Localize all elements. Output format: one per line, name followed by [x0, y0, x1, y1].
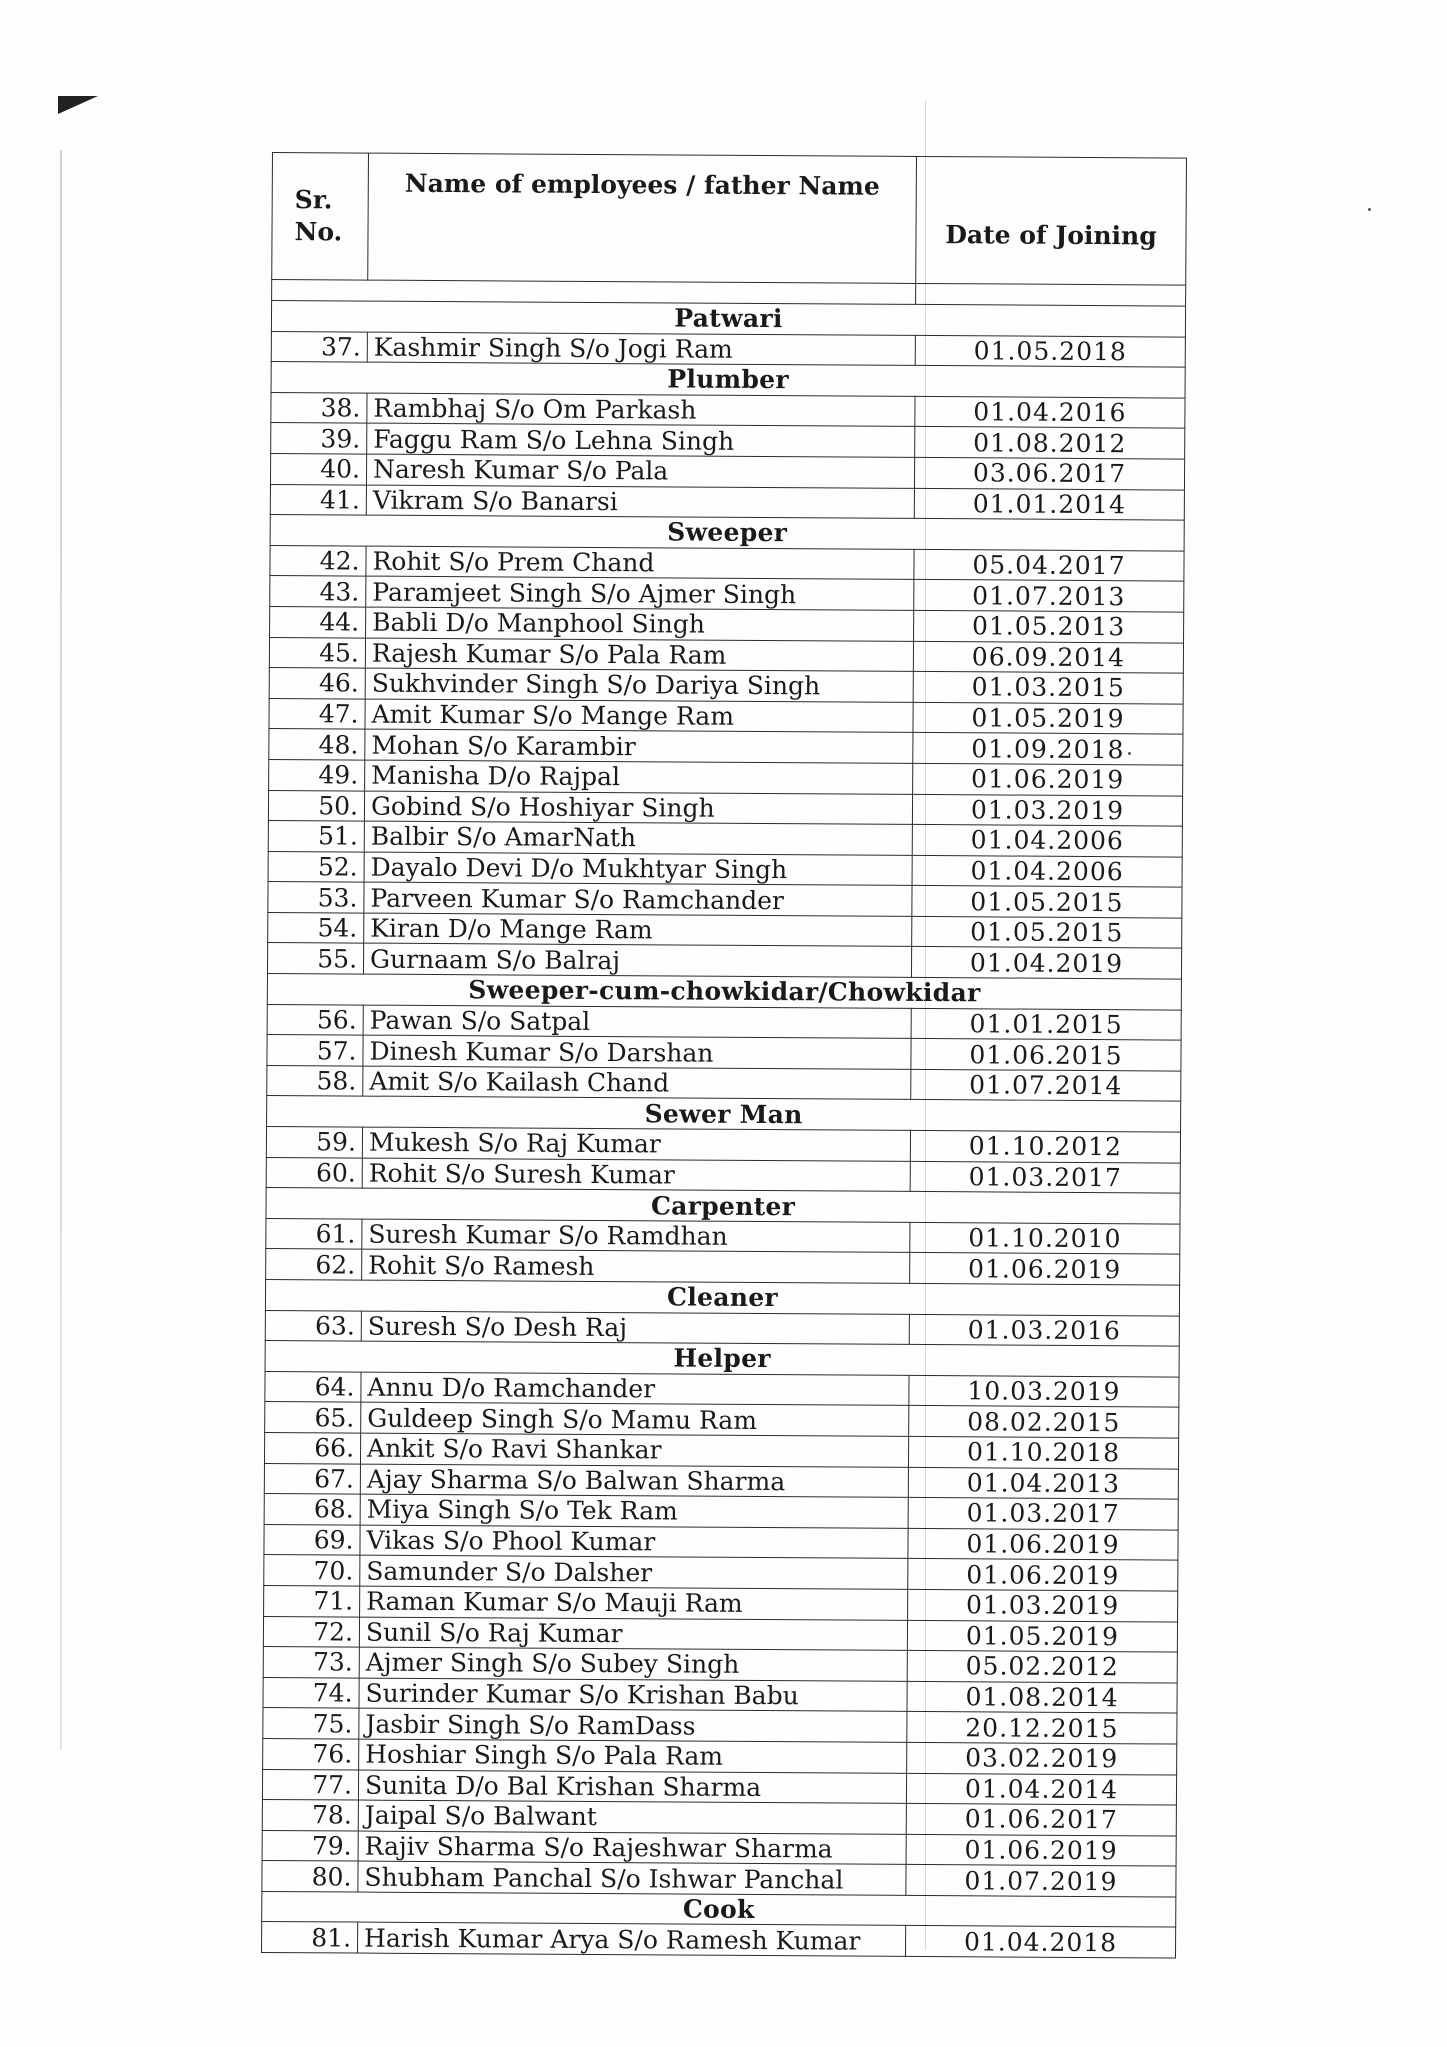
sr-number-cell: 60. — [266, 1157, 362, 1188]
employee-name-cell: Gobind S/o Hoshiyar Singh — [364, 791, 912, 825]
date-of-joining-cell: 01.04.2018 — [905, 1926, 1175, 1958]
date-of-joining-cell: 01.03.2015 — [913, 672, 1183, 704]
sr-number-cell: 47. — [269, 698, 365, 729]
header-row — [272, 153, 1187, 286]
employee-name-cell: Raman Kumar S/o Mauji Ram — [360, 1586, 908, 1620]
employee-name-cell: Mukesh S/o Raj Kumar — [362, 1127, 910, 1161]
sr-number-cell: 63. — [265, 1310, 361, 1341]
employee-name-cell: Rohit S/o Ramesh — [362, 1249, 910, 1283]
scan-speck — [1368, 208, 1371, 211]
sr-number-cell: 81. — [262, 1922, 358, 1953]
employee-name-cell: Kiran D/o Mange Ram — [364, 913, 912, 947]
sr-number-cell: 39. — [271, 423, 367, 454]
sr-number-cell: 46. — [269, 668, 365, 699]
date-of-joining-cell: 01.05.2015 — [912, 886, 1182, 918]
date-of-joining-cell: 01.07.2019 — [906, 1865, 1176, 1897]
date-of-joining-cell: 08.02.2015 — [909, 1406, 1179, 1438]
header-sr-no — [272, 153, 369, 281]
sr-number-cell: 73. — [263, 1647, 359, 1678]
date-of-joining-cell: 05.04.2017 — [914, 549, 1184, 581]
employee-name-cell: Ankit S/o Ravi Shankar — [360, 1433, 908, 1467]
sr-number-cell: 65. — [265, 1402, 361, 1433]
sr-number-cell: 49. — [269, 759, 365, 790]
sr-number-cell: 53. — [268, 882, 364, 913]
date-of-joining-cell: 01.10.2012 — [910, 1130, 1180, 1162]
date-of-joining-cell: 01.05.2013 — [914, 610, 1184, 642]
section-title: Carpenter — [266, 1188, 1180, 1224]
sr-number-cell: 78. — [262, 1800, 358, 1831]
employee-name-cell: Surinder Kumar S/o Krishan Babu — [359, 1678, 907, 1712]
sr-number-cell: 71. — [264, 1585, 360, 1616]
date-of-joining-cell: 01.07.2013 — [914, 580, 1184, 612]
sr-number-cell: 76. — [263, 1738, 359, 1769]
sr-number-cell: 74. — [263, 1677, 359, 1708]
sr-number-cell: 64. — [265, 1371, 361, 1402]
sr-number-cell: 50. — [268, 790, 364, 821]
sr-number-cell: 56. — [267, 1004, 363, 1035]
sr-number-cell: 62. — [266, 1249, 362, 1280]
date-of-joining-cell: 01.04.2006 — [912, 825, 1182, 857]
employee-name-cell: Annu D/o Ramchander — [361, 1372, 909, 1406]
sr-number-cell: 79. — [262, 1830, 358, 1861]
date-of-joining-cell: 01.03.2017 — [910, 1161, 1180, 1193]
section-title: Patwari — [271, 301, 1185, 337]
employee-name-cell: Amit S/o Kailash Chand — [363, 1066, 911, 1100]
section-title: Sweeper — [270, 515, 1184, 551]
date-of-joining-cell: 05.02.2012 — [907, 1651, 1177, 1683]
date-of-joining-cell: 01.06.2019 — [908, 1528, 1178, 1560]
table-body — [262, 301, 1186, 1959]
employee-name-cell: Rohit S/o Suresh Kumar — [362, 1158, 910, 1192]
date-of-joining-cell: 01.09.2018 — [913, 733, 1183, 765]
sr-number-cell: 67. — [264, 1463, 360, 1494]
sr-number-cell: 51. — [268, 821, 364, 852]
section-title: Cleaner — [265, 1279, 1179, 1315]
sr-number-cell: 66. — [264, 1432, 360, 1463]
sr-number-cell: 41. — [270, 484, 366, 515]
employee-name-cell: Manisha D/o Rajpal — [365, 760, 913, 794]
sr-number-cell: 59. — [266, 1127, 362, 1158]
employee-roster-table — [261, 152, 1187, 1959]
date-of-joining-cell: 01.04.2013 — [908, 1467, 1178, 1499]
employee-name-cell: Jaipal S/o Balwant — [358, 1800, 906, 1834]
employee-name-cell: Sunita D/o Bal Krishan Sharma — [358, 1770, 906, 1804]
date-of-joining-cell: 01.04.2014 — [906, 1773, 1176, 1805]
section-title: Plumber — [271, 362, 1185, 398]
employee-name-cell: Balbir S/o AmarNath — [364, 821, 912, 855]
employee-name-cell: Guldeep Singh S/o Mamu Ram — [361, 1402, 909, 1436]
employee-name-cell: Ajay Sharma S/o Balwan Sharma — [360, 1464, 908, 1498]
date-of-joining-cell: 01.05.2015 — [912, 916, 1182, 948]
table-header — [272, 153, 1187, 307]
employee-name-cell: Dayalo Devi D/o Mukhtyar Singh — [364, 852, 912, 886]
sr-number-cell: 44. — [270, 606, 366, 637]
date-of-joining-cell: 03.02.2019 — [907, 1742, 1177, 1774]
employee-name-cell: Samunder S/o Dalsher — [360, 1555, 908, 1589]
date-of-joining-cell: 10.03.2019 — [909, 1375, 1179, 1407]
header-date-of-joining: Date of Joining — [916, 156, 1187, 285]
sr-number-cell: 38. — [271, 392, 367, 423]
employee-name-cell: Vikram S/o Banarsi — [366, 485, 914, 519]
date-of-joining-cell: 06.09.2014 — [913, 641, 1183, 673]
employee-name-cell: Rohit S/o Prem Chand — [366, 546, 914, 580]
date-of-joining-cell: 01.06.2019 — [910, 1253, 1180, 1285]
date-of-joining-cell: 01.08.2014 — [907, 1681, 1177, 1713]
date-of-joining-cell: 01.04.2019 — [911, 947, 1181, 979]
employee-name-cell: Hoshiar Singh S/o Pala Ram — [359, 1739, 907, 1773]
header-employee-name: Name of employees / father Name — [368, 153, 917, 283]
page-edge-shadow — [60, 150, 62, 1750]
employee-name-cell: Suresh Kumar S/o Ramdhan — [362, 1219, 910, 1253]
sr-number-cell: 69. — [264, 1524, 360, 1555]
employee-name-cell: Ajmer Singh S/o Subey Singh — [359, 1647, 907, 1681]
date-of-joining-cell: 01.03.2019 — [908, 1589, 1178, 1621]
employee-name-cell: Kashmir Singh S/o Jogi Ram — [367, 332, 915, 366]
section-title: Cook — [262, 1891, 1176, 1927]
date-of-joining-cell: 01.08.2012 — [915, 427, 1185, 459]
sr-number-cell: 70. — [264, 1555, 360, 1586]
sr-number-cell: 43. — [270, 576, 366, 607]
header-sr-line1: Sr. — [294, 185, 333, 215]
sr-number-cell: 72. — [263, 1616, 359, 1647]
date-of-joining-cell: 01.03.2017 — [908, 1498, 1178, 1530]
date-of-joining-cell: 01.05.2018 — [915, 335, 1185, 367]
sr-number-cell: 57. — [267, 1035, 363, 1066]
date-of-joining-cell: 01.10.2010 — [910, 1222, 1180, 1254]
scan-corner-mark — [58, 96, 98, 114]
date-of-joining-cell: 01.07.2014 — [911, 1069, 1181, 1101]
sr-number-cell: 77. — [262, 1769, 358, 1800]
employee-name-cell: Gurnaam S/o Balraj — [363, 944, 911, 978]
employee-name-cell: Rajiv Sharma S/o Rajeshwar Sharma — [358, 1831, 906, 1865]
employee-name-cell: Harish Kumar Arya S/o Ramesh Kumar — [357, 1923, 905, 1957]
employee-name-cell: Miya Singh S/o Tek Ram — [360, 1494, 908, 1528]
employee-name-cell: Dinesh Kumar S/o Darshan — [363, 1035, 911, 1069]
employee-name-cell: Faggu Ram S/o Lehna Singh — [367, 423, 915, 457]
date-of-joining-cell: 01.03.2019 — [912, 794, 1182, 826]
sr-number-cell: 37. — [271, 331, 367, 362]
employee-name-cell: Suresh S/o Desh Raj — [361, 1311, 909, 1345]
sr-number-cell: 80. — [262, 1861, 358, 1892]
section-title: Sewer Man — [267, 1096, 1181, 1132]
sr-number-cell: 45. — [269, 637, 365, 668]
sr-number-cell: 61. — [266, 1218, 362, 1249]
date-of-joining-cell: 01.05.2019 — [913, 702, 1183, 734]
employee-name-cell: Naresh Kumar S/o Pala — [366, 454, 914, 488]
employee-name-cell: Sunil S/o Raj Kumar — [359, 1617, 907, 1651]
sr-number-cell: 75. — [263, 1708, 359, 1739]
date-of-joining-cell: 20.12.2015 — [907, 1712, 1177, 1744]
date-of-joining-cell: 01.01.2014 — [914, 488, 1184, 520]
sr-number-cell: 48. — [269, 729, 365, 760]
date-of-joining-cell: 01.04.2016 — [915, 396, 1185, 428]
sr-number-cell: 40. — [270, 453, 366, 484]
employee-name-cell: Amit Kumar S/o Mange Ram — [365, 699, 913, 733]
employee-name-cell: Parveen Kumar S/o Ramchander — [364, 882, 912, 916]
table-row — [262, 1922, 1176, 1958]
sr-number-cell: 55. — [267, 943, 363, 974]
date-of-joining-cell: 01.01.2015 — [911, 1008, 1181, 1040]
section-title: Sweeper-cum-chowkidar/Chowkidar — [267, 974, 1181, 1010]
sr-number-cell: 54. — [268, 912, 364, 943]
date-of-joining-cell: 01.06.2019 — [906, 1834, 1176, 1866]
employee-name-cell: Jasbir Singh S/o RamDass — [359, 1708, 907, 1742]
date-of-joining-cell: 01.06.2017 — [906, 1804, 1176, 1836]
employee-name-cell: Paramjeet Singh S/o Ajmer Singh — [366, 576, 914, 610]
sr-number-cell: 42. — [270, 545, 366, 576]
employee-name-cell: Mohan S/o Karambir — [365, 729, 913, 763]
date-of-joining-cell: 01.06.2015 — [911, 1039, 1181, 1071]
employee-name-cell: Pawan S/o Satpal — [363, 1005, 911, 1039]
employee-name-cell: Shubham Panchal S/o Ishwar Panchal — [358, 1861, 906, 1895]
date-of-joining-cell: 01.06.2019 — [913, 763, 1183, 795]
sr-number-cell: 58. — [267, 1065, 363, 1096]
employee-name-cell: Rajesh Kumar S/o Pala Ram — [365, 638, 913, 672]
sr-number-cell: 52. — [268, 851, 364, 882]
employee-name-cell: Sukhvinder Singh S/o Dariya Singh — [365, 668, 913, 702]
header-sr-line2: No. — [294, 217, 343, 247]
section-title: Helper — [265, 1341, 1179, 1377]
date-of-joining-cell: 03.06.2017 — [914, 457, 1184, 489]
employee-name-cell: Vikas S/o Phool Kumar — [360, 1525, 908, 1559]
date-of-joining-cell: 01.05.2019 — [907, 1620, 1177, 1652]
date-of-joining-cell: 01.03.2016 — [909, 1314, 1179, 1346]
date-of-joining-cell: 01.10.2018 — [908, 1436, 1178, 1468]
date-of-joining-cell: 01.06.2019 — [908, 1559, 1178, 1591]
employee-name-cell: Rambhaj S/o Om Parkash — [367, 393, 915, 427]
date-of-joining-cell: 01.04.2006 — [912, 855, 1182, 887]
sr-number-cell: 68. — [264, 1494, 360, 1525]
employee-name-cell: Babli D/o Manphool Singh — [366, 607, 914, 641]
